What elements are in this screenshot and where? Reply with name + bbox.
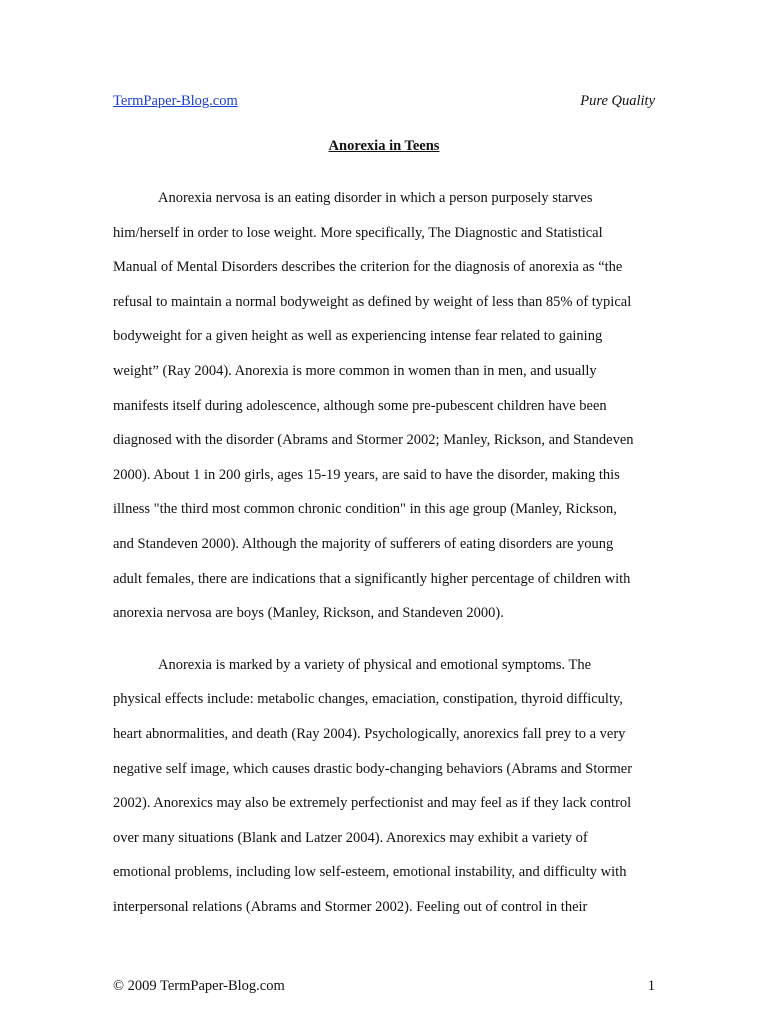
- document-body: [113, 181, 658, 924]
- paragraph-line: 2002). Anorexics may also be extremely perfectionist and may feel as if they lack control: [113, 795, 632, 812]
- paragraph-line: manifests itself during adolescence, although some pre-pubescent children have been: [113, 397, 607, 414]
- page-number: 1: [647, 978, 655, 994]
- paragraph-1: [113, 181, 658, 631]
- paragraph-line: illness "the third most common chronic condition" in this age group (Manley, Rickson,: [113, 501, 617, 518]
- paragraph-line: refusal to maintain a normal bodyweight as defined by weight of less than 85% of typical: [113, 293, 632, 310]
- paragraph-line: diagnosed with the disorder (Abrams and Stormer 2002; Manley, Rickson, and Standeven: [113, 432, 634, 449]
- paragraph-line: bodyweight for a given height as well as experiencing intense fear related to gaining: [113, 328, 603, 345]
- document-title: [0, 136, 768, 156]
- paragraph-line: negative self image, which causes drastic body-changing behaviors (Abrams and Stormer: [113, 760, 633, 777]
- paragraph-line: over many situations (Blank and Latzer 2004). Anorexics may exhibit a variety of: [113, 829, 588, 846]
- paragraph-line: him/herself in order to lose weight. More specifically, The Diagnostic and Statistical: [113, 224, 603, 241]
- paragraph-line: anorexia nervosa are boys (Manley, Rickson, and Standeven 2000).: [113, 605, 504, 622]
- paragraph-line: adult females, there are indications that a significantly higher percentage of children with: [113, 570, 631, 587]
- header-tagline: Pure Quality: [580, 93, 655, 109]
- paragraph-line: physical effects include: metabolic changes, emaciation, constipation, thyroid difficulty,: [113, 691, 623, 708]
- paragraph-line: interpersonal relations (Abrams and Stormer 2002). Feeling out of control in their: [113, 898, 588, 915]
- paragraph-line: heart abnormalities, and death (Ray 2004). Psychologically, anorexics fall prey to a very: [113, 725, 626, 742]
- paragraph-line: Anorexia is marked by a variety of physical and emotional symptoms. The: [158, 656, 592, 673]
- site-link[interactable]: TermPaper-Blog.com: [113, 93, 238, 109]
- paragraph-line: Manual of Mental Disorders describes the criterion for the diagnosis of anorexia as “the: [113, 259, 623, 276]
- paragraph-line: Anorexia nervosa is an eating disorder in which a person purposely starves: [158, 190, 593, 206]
- paragraph-line: emotional problems, including low self-esteem, emotional instability, and difficulty with: [113, 864, 627, 881]
- paragraph-line: weight” (Ray 2004). Anorexia is more common in women than in men, and usually: [113, 362, 597, 379]
- document-title-text: Anorexia in Teens: [328, 138, 440, 154]
- paragraph-line: 2000). About 1 in 200 girls, ages 15-19 years, are said to have the disorder, making this: [113, 466, 620, 483]
- paragraph-line: and Standeven 2000). Although the majority of sufferers of eating disorders are young: [113, 535, 614, 552]
- footer-copyright: © 2009 TermPaper-Blog.com: [113, 978, 285, 994]
- paragraph-2: [113, 648, 658, 925]
